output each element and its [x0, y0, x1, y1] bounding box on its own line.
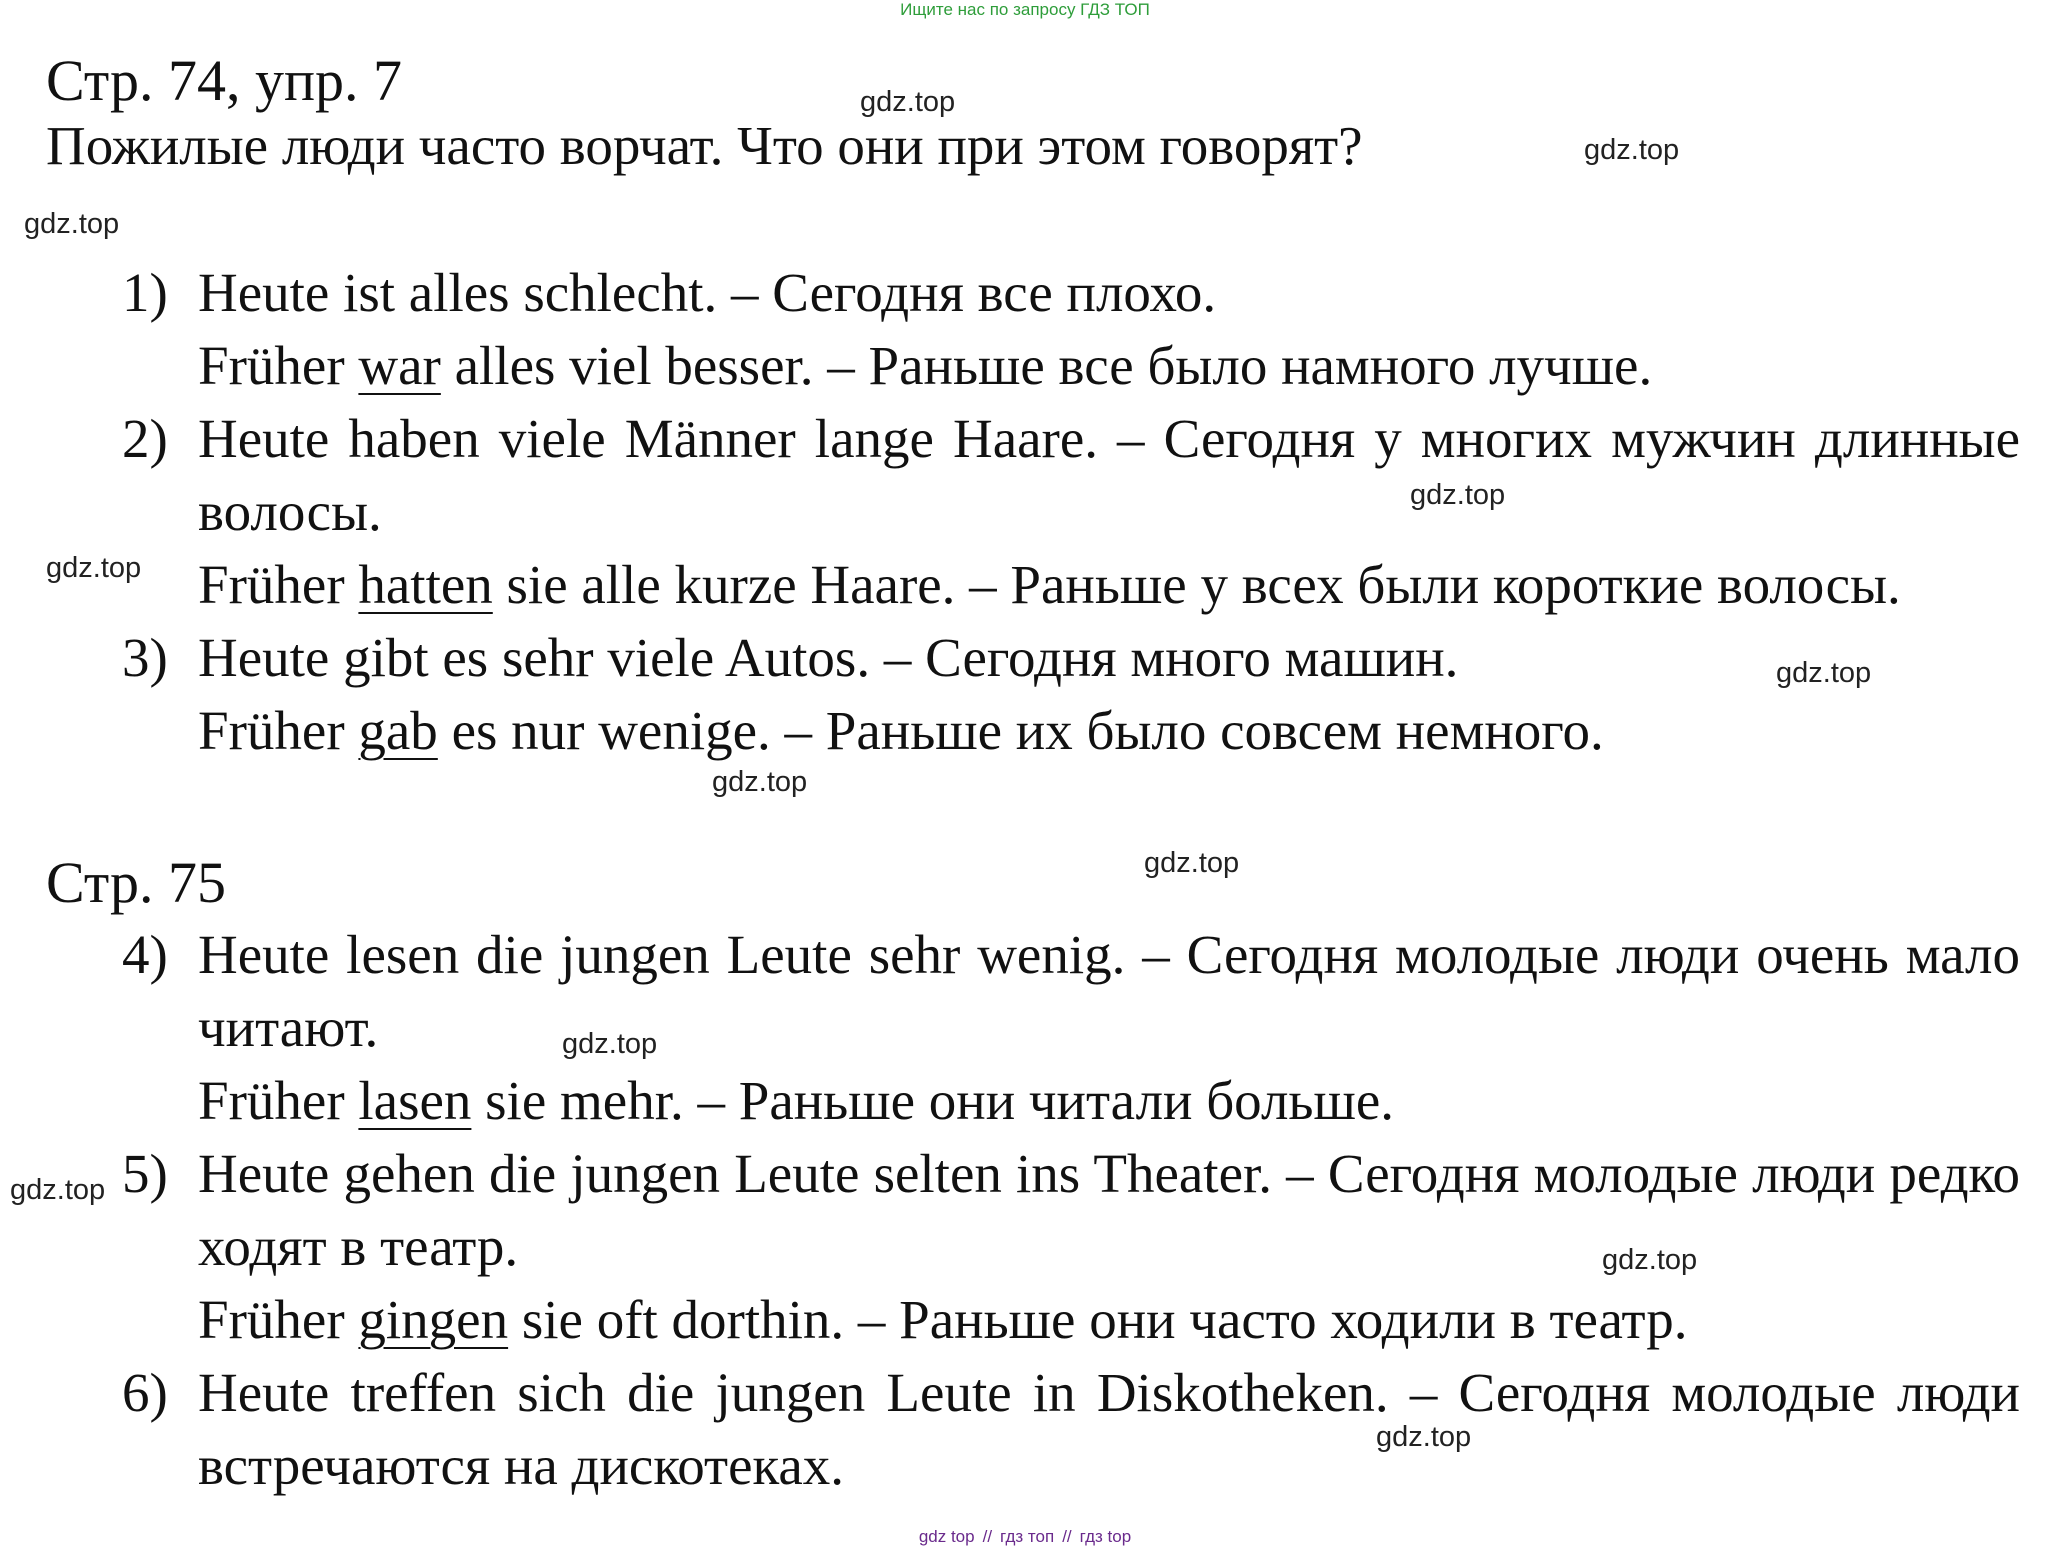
watermark: gdz.top: [1602, 1244, 1698, 1276]
item-number: 3): [122, 627, 168, 688]
watermark: gdz.top: [46, 552, 142, 584]
footer-link[interactable]: гдз top: [1079, 1527, 1132, 1546]
item-number: 1): [122, 262, 168, 323]
watermark: gdz.top: [1584, 134, 1680, 166]
exercise-task: Пожилые люди часто ворчат. Что они при этом говорят?: [46, 115, 1363, 176]
item-number: 2): [122, 408, 168, 469]
top-search-link[interactable]: Ищите нас по запросу ГДЗ ТОП: [900, 0, 1150, 19]
item-sentence-today: Heute lesen die jungen Leute sehr wenig. – Сегодня молодые люди очень мало читают.: [198, 924, 2020, 1058]
item-sentence-today: Heute treffen sich die jungen Leute in Diskotheken. – Сегодня молодые люди встречаются на дискотеках.: [198, 1362, 2020, 1496]
watermark: gdz.top: [562, 1028, 658, 1060]
watermark: gdz.top: [1376, 1421, 1472, 1453]
item-sentence-today: Heute gibt es sehr viele Autos. – Сегодня много машин.: [198, 627, 1459, 688]
item-sentence-today: Heute gehen die jungen Leute selten ins Theater. – Сегодня молодые люди редко ходят в театр.: [198, 1143, 2020, 1277]
item-sentence-past: Früher gingen sie oft dorthin. – Раньше они часто ходили в театр.: [198, 1289, 1688, 1350]
item-number: 5): [122, 1143, 168, 1204]
item-sentence-past: Früher gab es nur wenige. – Раньше их было совсем немного.: [198, 700, 1604, 761]
item-sentence-past: Früher lasen sie mehr. – Раньше они читали больше.: [198, 1070, 1394, 1131]
past-verb: hatten: [358, 554, 493, 615]
watermark: gdz.top: [1410, 479, 1506, 511]
item-sentence-today: Heute ist alles schlecht. – Сегодня все плохо.: [198, 262, 1217, 323]
past-verb: war: [358, 335, 441, 396]
watermark: gdz.top: [712, 766, 808, 798]
watermark: gdz.top: [10, 1174, 106, 1206]
watermark: gdz.top: [24, 208, 120, 240]
item-number: 6): [122, 1362, 168, 1423]
footer-link[interactable]: гдз топ: [1000, 1527, 1055, 1546]
past-verb: lasen: [358, 1070, 472, 1131]
item-sentence-today: Heute haben viele Männer lange Haare. – Сегодня у многих мужчин длинные волосы.: [198, 408, 2020, 542]
page-heading-75: Стр. 75: [46, 850, 226, 915]
page-heading-74: Стр. 74, упр. 7: [46, 48, 403, 113]
footer-links: gdz top // гдз топ // гдз top: [918, 1527, 1132, 1546]
item-number: 4): [122, 924, 168, 985]
item-sentence-past: Früher war alles viel besser. – Раньше все было намного лучше.: [198, 335, 1653, 396]
watermark: gdz.top: [1144, 847, 1240, 879]
watermark: gdz.top: [860, 86, 956, 118]
past-verb: gab: [358, 700, 438, 761]
past-verb: gingen: [358, 1289, 509, 1350]
footer-link[interactable]: gdz top: [918, 1527, 975, 1546]
watermark: gdz.top: [1776, 657, 1872, 689]
item-sentence-past: Früher hatten sie alle kurze Haare. – Раньше у всех были короткие волосы.: [198, 554, 1901, 615]
